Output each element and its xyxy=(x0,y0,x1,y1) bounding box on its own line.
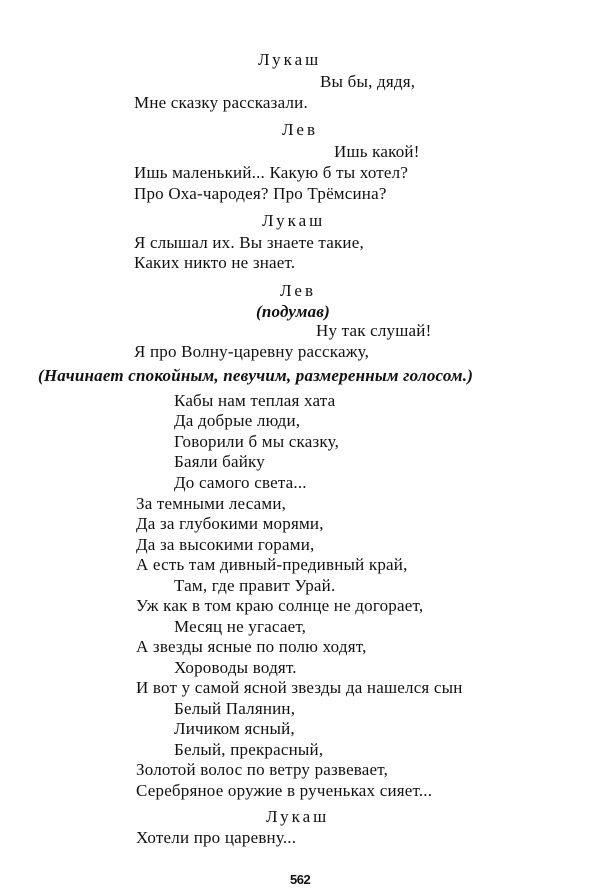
verse-line: За темными лесами, xyxy=(136,494,287,513)
page-number: 562 xyxy=(290,872,311,887)
verse-line: Белый, прекрасный, xyxy=(174,740,324,759)
verse-line: Да добрые люди, xyxy=(174,411,301,430)
stage-direction: (Начинает спокойным, певучим, размеренным голосом.) xyxy=(38,366,474,385)
stage-direction: (подумав) xyxy=(256,302,330,321)
speaker-name: Лев xyxy=(282,120,318,139)
verse-line: Про Оха-чародея? Про Трёмсина? xyxy=(134,184,387,203)
verse-line: Вы бы, дядя, xyxy=(320,72,416,91)
speaker-name: Лукаш xyxy=(262,211,326,230)
verse-line: А звезды ясные по полю ходят, xyxy=(136,637,367,656)
verse-line: Кабы нам теплая хата xyxy=(174,391,336,410)
verse-line: Ну так слушай! xyxy=(316,321,432,340)
verse-line: Да за высокими горами, xyxy=(136,535,315,554)
verse-line: Я слышал их. Вы знаете такие, xyxy=(134,233,364,252)
verse-line: Там, где правит Урай. xyxy=(174,576,336,595)
verse-line: Личиком ясный, xyxy=(174,719,295,738)
speaker-name: Лев xyxy=(280,281,316,300)
verse-line: Мне сказку рассказали. xyxy=(134,93,308,112)
verse-line: Белый Палянин, xyxy=(174,699,296,718)
verse-line: Серебряное оружие в рученьках сияет... xyxy=(136,781,433,800)
verse-line: Месяц не угасает, xyxy=(174,617,307,636)
verse-line: Баяли байку xyxy=(174,452,265,471)
verse-line: Ишь маленький... Какую б ты хотел? xyxy=(134,163,409,182)
verse-line: Говорили б мы сказку, xyxy=(174,432,340,451)
verse-line: Уж как в том краю солнце не догорает, xyxy=(136,596,424,615)
speaker-name: Лукаш xyxy=(266,807,330,826)
verse-line: И вот у самой ясной звезды да нашелся сын xyxy=(136,678,463,697)
verse-line: Да за глубокими морями, xyxy=(136,514,324,533)
verse-line: До самого света... xyxy=(174,473,307,492)
verse-line: Хороводы водят. xyxy=(174,658,297,677)
verse-line: Ишь какой! xyxy=(334,142,420,161)
verse-line: Каких никто не знает. xyxy=(134,253,296,272)
verse-line: Я про Волну-царевну расскажу, xyxy=(134,342,370,361)
verse-line: Хотели про царевну... xyxy=(136,828,297,847)
verse-line: А есть там дивный-предивный край, xyxy=(136,555,408,574)
speaker-name: Лукаш xyxy=(258,50,322,69)
verse-line: Золотой волос по ветру развевает, xyxy=(136,760,389,779)
